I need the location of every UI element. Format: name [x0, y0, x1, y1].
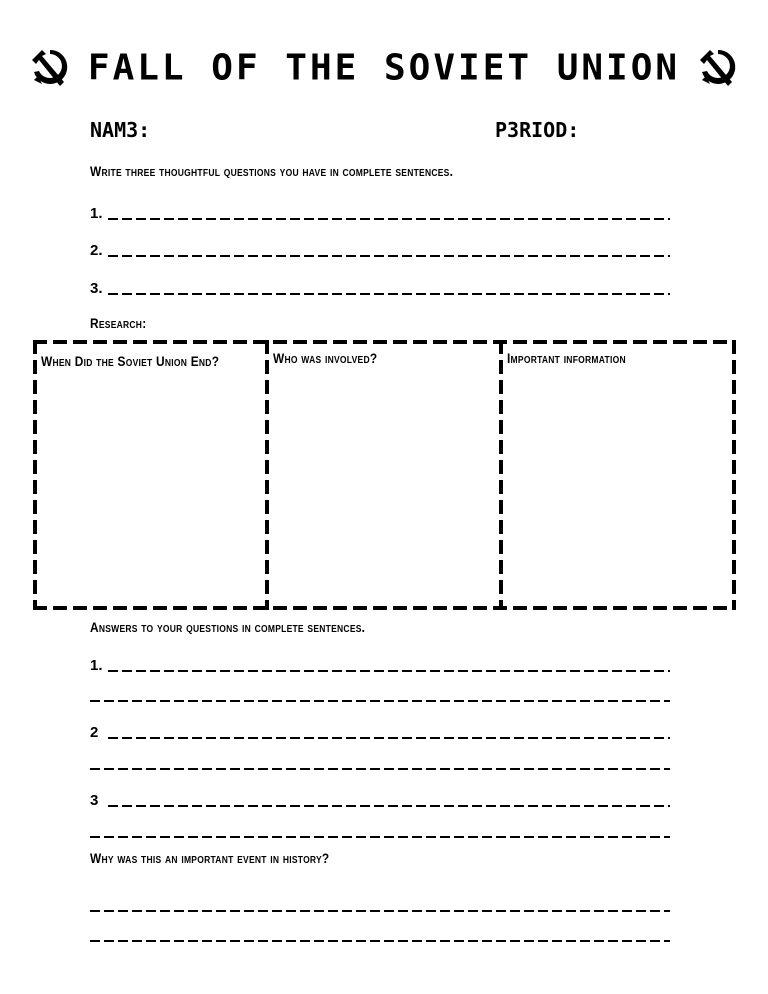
- border: [732, 340, 736, 610]
- worksheet-title: [0, 46, 768, 90]
- answer-line-1[interactable]: [90, 654, 670, 674]
- name-label: NAM3:: [90, 118, 151, 142]
- importance-line-1[interactable]: [90, 894, 670, 914]
- importance-question: Why was this an important event in history?: [90, 850, 330, 866]
- answer-line-2b[interactable]: [90, 752, 670, 772]
- answers-instruction: Answers to your questions in complete sentences.: [90, 619, 366, 635]
- answer-line-2[interactable]: [90, 721, 670, 741]
- importance-line-2[interactable]: [90, 924, 670, 944]
- research-label: Research:: [90, 315, 147, 331]
- column-divider: [499, 340, 503, 610]
- hammer-sickle-icon: [696, 46, 740, 90]
- border: [33, 340, 736, 344]
- research-table: [33, 340, 736, 610]
- column-info[interactable]: Important information: [507, 350, 626, 366]
- blank-line: [108, 805, 670, 807]
- question-number: 1.: [90, 205, 103, 222]
- answer-number: 3: [90, 792, 99, 809]
- question-line-3[interactable]: [90, 277, 670, 297]
- blank-line: [108, 670, 670, 672]
- hammer-sickle-icon: [28, 46, 72, 90]
- blank-line: [90, 940, 670, 942]
- title-text: FALL OF THE SOVIET UNION: [87, 47, 681, 89]
- answer-line-3b[interactable]: [90, 820, 670, 840]
- period-label: P3RIOD:: [495, 118, 580, 142]
- column-divider: [265, 340, 269, 610]
- blank-line: [108, 218, 670, 220]
- question-line-2[interactable]: [90, 239, 670, 259]
- answer-number: 1.: [90, 657, 103, 674]
- blank-line: [108, 255, 670, 257]
- blank-line: [90, 836, 670, 838]
- question-number: 2.: [90, 242, 103, 259]
- question-line-1[interactable]: [90, 202, 670, 222]
- answer-line-1b[interactable]: [90, 684, 670, 704]
- blank-line: [108, 293, 670, 295]
- column-when[interactable]: When Did the Soviet Union End?: [41, 353, 220, 369]
- blank-line: [90, 700, 670, 702]
- questions-instruction: Write three thoughtful questions you have in complete sentences.: [90, 163, 454, 179]
- answer-line-3[interactable]: [90, 789, 670, 809]
- border: [33, 340, 37, 610]
- question-number: 3.: [90, 280, 103, 297]
- border: [33, 606, 736, 610]
- blank-line: [90, 768, 670, 770]
- answer-number: 2: [90, 724, 99, 741]
- blank-line: [108, 737, 670, 739]
- blank-line: [90, 910, 670, 912]
- column-who[interactable]: Who was involved?: [273, 350, 378, 366]
